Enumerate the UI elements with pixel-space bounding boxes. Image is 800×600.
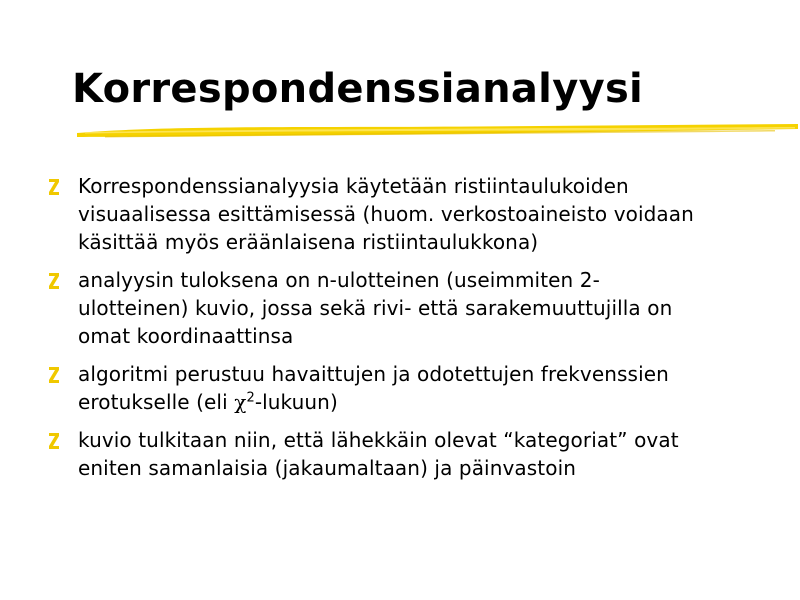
list-item: [40, 172, 760, 256]
bullet-line: [78, 388, 760, 416]
bullet-line: analyysin tuloksena on n-ulotteinen (useimmiten 2-: [78, 268, 600, 292]
title-underline-brushstroke: [75, 119, 800, 143]
slide-title: Korrespondenssianalyysi: [72, 66, 644, 112]
chi-symbol: χ: [234, 390, 247, 414]
bullet-line-prefix: erotukselle (eli: [78, 390, 235, 414]
superscript: 2: [246, 390, 255, 406]
bullet-line: käsittää myös eräänlaisena ristiintaulukkona): [78, 230, 539, 254]
list-item: [40, 360, 760, 416]
bullet-line: eniten samanlaisia (jakaumaltaan) ja päinvastoin: [78, 456, 577, 480]
z-bullet-icon: [48, 366, 60, 384]
bullet-text: [78, 266, 760, 350]
z-bullet-icon: [48, 178, 60, 196]
bullet-line: visuaalisessa esittämisessä (huom. verkostoaineisto voidaan: [78, 202, 694, 226]
bullet-line: Korrespondenssianalyysia käytetään ristiintaulukoiden: [78, 174, 629, 198]
z-bullet-icon: [48, 272, 60, 290]
bullet-text: [78, 426, 760, 482]
bullet-line-suffix: -lukuun): [254, 390, 338, 414]
bullet-text: [78, 172, 760, 256]
list-item: [40, 426, 760, 482]
z-bullet-icon: [48, 432, 60, 450]
list-item: [40, 266, 760, 350]
bullet-text: [78, 360, 760, 416]
bullet-line: ulotteinen) kuvio, jossa sekä rivi- että sarakemuuttujilla on: [78, 296, 673, 320]
bullet-line: algoritmi perustuu havaittujen ja odotettujen frekvenssien: [78, 362, 669, 386]
bullet-line: kuvio tulkitaan niin, että lähekkäin olevat “kategoriat” ovat: [78, 428, 679, 452]
bullet-list: [40, 172, 760, 492]
bullet-line: omat koordinaattinsa: [78, 324, 294, 348]
